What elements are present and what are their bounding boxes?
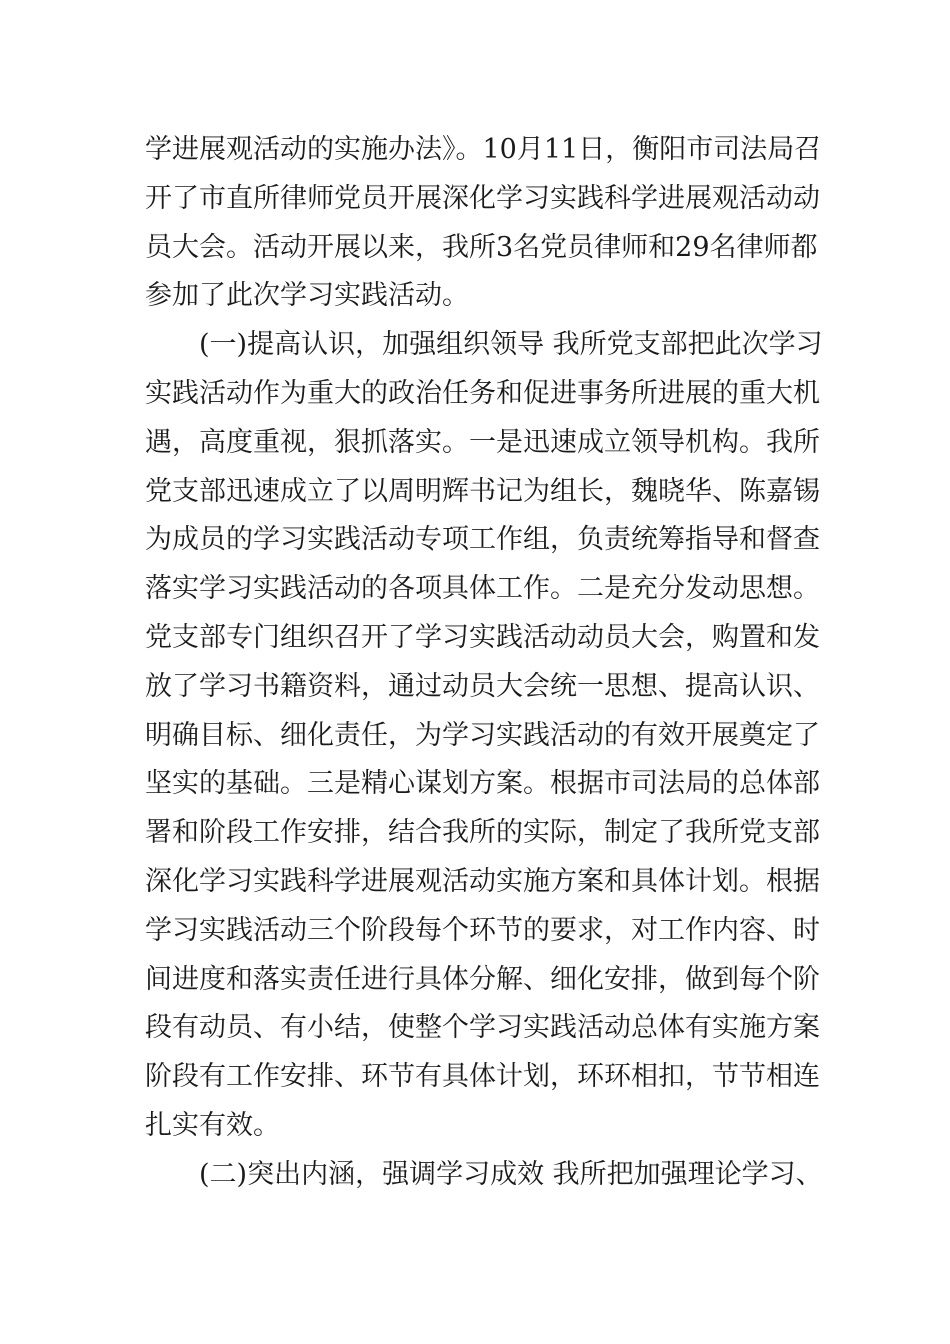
- text-line: 实践活动作为重大的政治任务和促进事务所进展的重大机: [145, 377, 820, 409]
- text-line: 署和阶段工作安排，结合我所的实际，制定了我所党支部: [145, 817, 820, 849]
- text-line: 学进展观活动的实施办法》。10月11日，衡阳市司法局召: [145, 134, 822, 165]
- text-line: 扎实有效。: [145, 1109, 280, 1141]
- text-line: 参加了此次学习实践活动。: [145, 280, 469, 312]
- text-line: 段有动员、有小结，使整个学习实践活动总体有实施方案: [145, 1012, 820, 1044]
- text-line: 员大会。活动开展以来，我所3名党员律师和29名律师都: [145, 231, 818, 263]
- body-text: [145, 126, 823, 1200]
- text-line: 阶段有工作安排、环节有具体计划，环环相扣，节节相连: [145, 1061, 820, 1093]
- text-line: 间进度和落实责任进行具体分解、细化安排，做到每个阶: [145, 963, 820, 995]
- paragraph-heading-line: (二)突出内涵，强调学习成效 我所把加强理论学习、: [199, 1158, 823, 1190]
- text-line: 党支部迅速成立了以周明辉书记为组长，魏晓华、陈嘉锡: [145, 475, 820, 507]
- text-line: 为成员的学习实践活动专项工作组，负责统筹指导和督查: [145, 524, 820, 556]
- text-line: 开了市直所律师党员开展深化学习实践科学进展观活动动: [145, 182, 820, 214]
- text-line: 坚实的基础。三是精心谋划方案。根据市司法局的总体部: [145, 768, 820, 800]
- text-line: 遇，高度重视，狠抓落实。一是迅速成立领导机构。我所: [145, 426, 820, 458]
- text-line: 放了学习书籍资料，通过动员大会统一思想、提高认识、: [145, 670, 820, 702]
- text-line: 深化学习实践科学进展观活动实施方案和具体计划。根据: [145, 865, 820, 897]
- text-line: 落实学习实践活动的各项具体工作。二是充分发动思想。: [145, 573, 820, 605]
- text-line: 党支部专门组织召开了学习实践活动动员大会，购置和发: [145, 621, 820, 653]
- text-line: 学习实践活动三个阶段每个环节的要求，对工作内容、时: [145, 914, 820, 946]
- paragraph-heading-line: (一)提高认识，加强组织领导 我所党支部把此次学习: [199, 329, 823, 361]
- text-line: 明确目标、细化责任，为学习实践活动的有效开展奠定了: [145, 719, 820, 751]
